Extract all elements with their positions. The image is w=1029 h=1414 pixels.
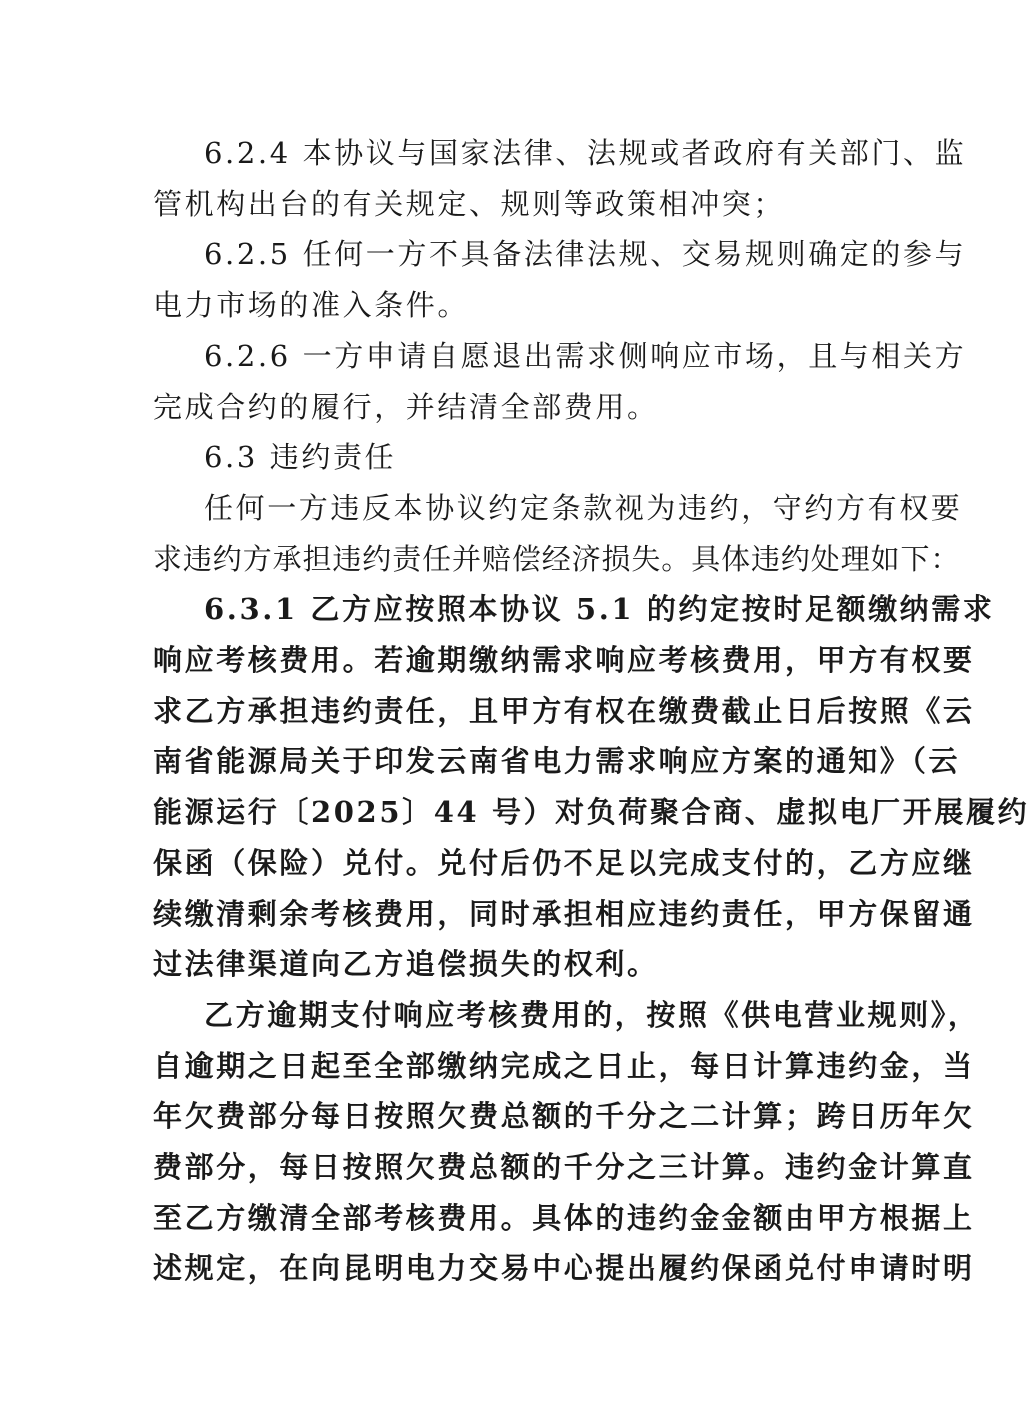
text-line: 6.2.6 一方申请自愿退出需求侧响应市场，且与相关方 [204, 338, 967, 373]
clause-6-2-6 [153, 331, 967, 432]
text-line: 费部分，每日按照欠费总额的千分之三计算。违约金计算直 [153, 1150, 975, 1185]
text-line: 年欠费部分每日按照欠费总额的千分之二计算；跨日历年欠 [153, 1099, 975, 1134]
text-line: 求违约方承担违约责任并赔偿经济损失。具体违约处理如下： [153, 541, 961, 576]
clause-6-2-5 [153, 229, 967, 330]
text-line: 乙方逾期支付响应考核费用的，按照《供电营业规则》， [204, 997, 980, 1032]
text-line: 管机构出台的有关规定、规则等政策相冲突； [153, 186, 786, 221]
text-line: 6.2.5 任何一方不具备法律法规、交易规则确定的参与 [204, 237, 967, 272]
text-line: 能源运行〔2025〕44 号）对负荷聚合商、虚拟电厂开展履约 [153, 795, 1029, 830]
document-page [153, 128, 1029, 1294]
text-line: 续缴清剩余考核费用，同时承担相应违约责任，甲方保留通 [153, 896, 975, 931]
text-line: 过法律渠道向乙方追偿损失的权利。 [153, 947, 659, 982]
text-line: 电力市场的准入条件。 [153, 288, 470, 323]
clause-6-2-4 [153, 128, 967, 229]
section-heading-6-3 [153, 432, 850, 483]
text-line: 6.3.1 乙方应按照本协议 5.1 的约定按时足额缴纳需求 [204, 592, 995, 627]
text-line: 至乙方缴清全部考核费用。具体的违约金金额由甲方根据上 [153, 1200, 975, 1235]
text-line: 求乙方承担违约责任，且甲方有权在缴费截止日后按照《云 [153, 693, 975, 728]
clause-6-3-1 [153, 584, 1029, 990]
breach-intro-paragraph [153, 483, 963, 584]
text-line: 南省能源局关于印发云南省电力需求响应方案的通知》（云 [153, 744, 961, 779]
text-line: 任何一方违反本协议约定条款视为违约，守约方有权要 [204, 490, 963, 525]
text-line: 述规定，在向昆明电力交易中心提出履约保函兑付申请时明 [153, 1251, 975, 1286]
text-line: 保函（保险）兑付。兑付后仍不足以完成支付的，乙方应继 [153, 845, 975, 880]
section-heading: 6.3 违约责任 [204, 440, 397, 475]
text-line: 自逾期之日起至全部缴纳完成之日止，每日计算违约金，当 [153, 1048, 975, 1083]
text-line: 完成合约的履行，并结清全部费用。 [153, 389, 659, 424]
text-line: 6.2.4 本协议与国家法律、法规或者政府有关部门、监 [204, 136, 967, 170]
text-line: 响应考核费用。若逾期缴纳需求响应考核费用，甲方有权要 [153, 643, 975, 678]
late-payment-paragraph [153, 990, 980, 1294]
